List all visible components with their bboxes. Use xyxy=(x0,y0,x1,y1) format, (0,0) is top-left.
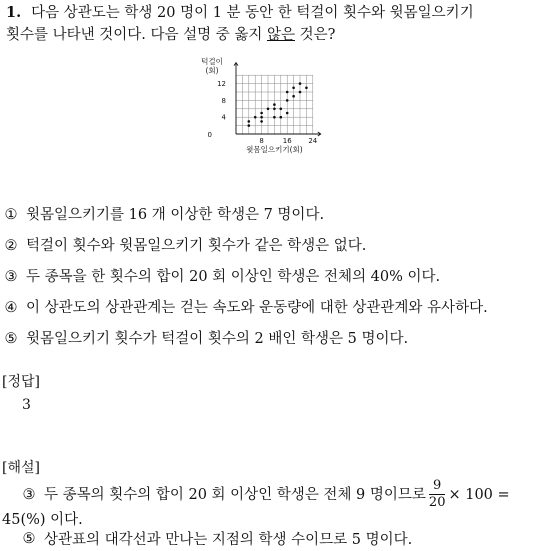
option-text: 두 종목을 한 횟수의 합이 20 회 이상인 학생은 전체의 40% 이다. xyxy=(26,269,441,285)
explanation-line-1 xyxy=(20,478,510,511)
x-tick-label: 8 xyxy=(259,137,264,145)
data-point xyxy=(273,103,276,106)
explanation-line-2: 45(%) 이다. xyxy=(2,512,83,528)
explanation-tail: × 100 = xyxy=(448,486,510,503)
data-point xyxy=(286,91,289,94)
option-text: 턱걸이 횟수와 윗몸일으키기 횟수가 같은 학생은 없다. xyxy=(26,238,367,254)
option-text: 윗몸일으키기 횟수가 턱걸이 횟수의 2 배인 학생은 5 명이다. xyxy=(26,331,409,347)
option-mark: ③ xyxy=(4,269,18,285)
data-point xyxy=(260,116,263,119)
data-point xyxy=(273,108,276,111)
explanation-text-1: 두 종목의 횟수의 합이 20 회 이상인 학생은 전체 9 명이므로 xyxy=(44,486,426,503)
y-tick-label: 12 xyxy=(217,80,226,89)
y-tick-label: 8 xyxy=(221,96,226,105)
data-point xyxy=(299,82,302,85)
data-point xyxy=(286,112,289,115)
data-point xyxy=(248,124,251,127)
explanation-text-3: 상관표의 대각선과 만나는 지점의 학생 수이므로 5 명이다. xyxy=(44,532,413,548)
y-axis-label: (회) xyxy=(205,66,219,75)
option-1 xyxy=(2,204,324,226)
data-point xyxy=(273,116,276,119)
question-text-1: 다음 상관도는 학생 20 명이 1 분 동안 한 턱걸이 횟수와 윗몸일으키기 xyxy=(31,5,474,21)
data-point xyxy=(292,87,295,90)
data-point xyxy=(248,120,251,123)
fraction xyxy=(429,478,446,511)
x-tick-label: 16 xyxy=(282,137,292,145)
option-mark: ① xyxy=(4,207,18,223)
x-tick-label: 24 xyxy=(308,137,318,145)
option-mark: ⑤ xyxy=(4,331,18,347)
data-point xyxy=(286,99,289,102)
question-underlined-word: 않은 xyxy=(266,27,295,43)
option-2 xyxy=(2,235,366,257)
data-point xyxy=(260,112,263,115)
option-text: 이 상관도의 상관관계는 걷는 속도와 운동량에 대한 상관관계와 유사하다. xyxy=(26,300,488,316)
answer-label: [정답] xyxy=(2,374,40,390)
answer-value: 3 xyxy=(22,397,31,413)
option-text: 윗몸일으키기를 16 개 이상한 학생은 7 명이다. xyxy=(26,207,325,223)
explanation-mark-5: ⑤ xyxy=(22,530,36,547)
question-line-1 xyxy=(6,2,474,24)
option-5 xyxy=(2,328,408,350)
origin-label: 0 xyxy=(207,131,212,139)
option-mark: ④ xyxy=(4,300,18,316)
question-text-3: 것은? xyxy=(295,27,336,43)
fraction-denominator: 20 xyxy=(428,495,446,510)
data-point xyxy=(254,116,257,119)
x-axis-label: 윗몸일으키기(회) xyxy=(246,145,303,154)
explanation-line-3 xyxy=(20,528,412,549)
fraction-numerator: 9 xyxy=(429,478,446,495)
scatter-plot xyxy=(192,56,342,164)
data-point xyxy=(260,120,263,123)
question-line-2 xyxy=(6,24,335,46)
question-number: 1. xyxy=(6,4,22,21)
question-text-2: 횟수를 나타낸 것이다. 다음 설명 중 옳지 xyxy=(6,27,267,43)
data-point xyxy=(267,108,270,111)
option-3 xyxy=(2,266,440,288)
data-point xyxy=(305,87,308,90)
explanation-label: [해설] xyxy=(2,460,40,476)
data-point xyxy=(280,108,283,111)
data-point xyxy=(292,95,295,98)
data-point xyxy=(280,116,283,119)
explanation-mark-3: ③ xyxy=(22,486,36,503)
y-tick-label: 4 xyxy=(221,113,226,122)
y-axis-label: 턱걸이 xyxy=(201,57,223,66)
data-point xyxy=(299,91,302,94)
option-4 xyxy=(2,297,488,319)
option-mark: ② xyxy=(4,238,18,254)
